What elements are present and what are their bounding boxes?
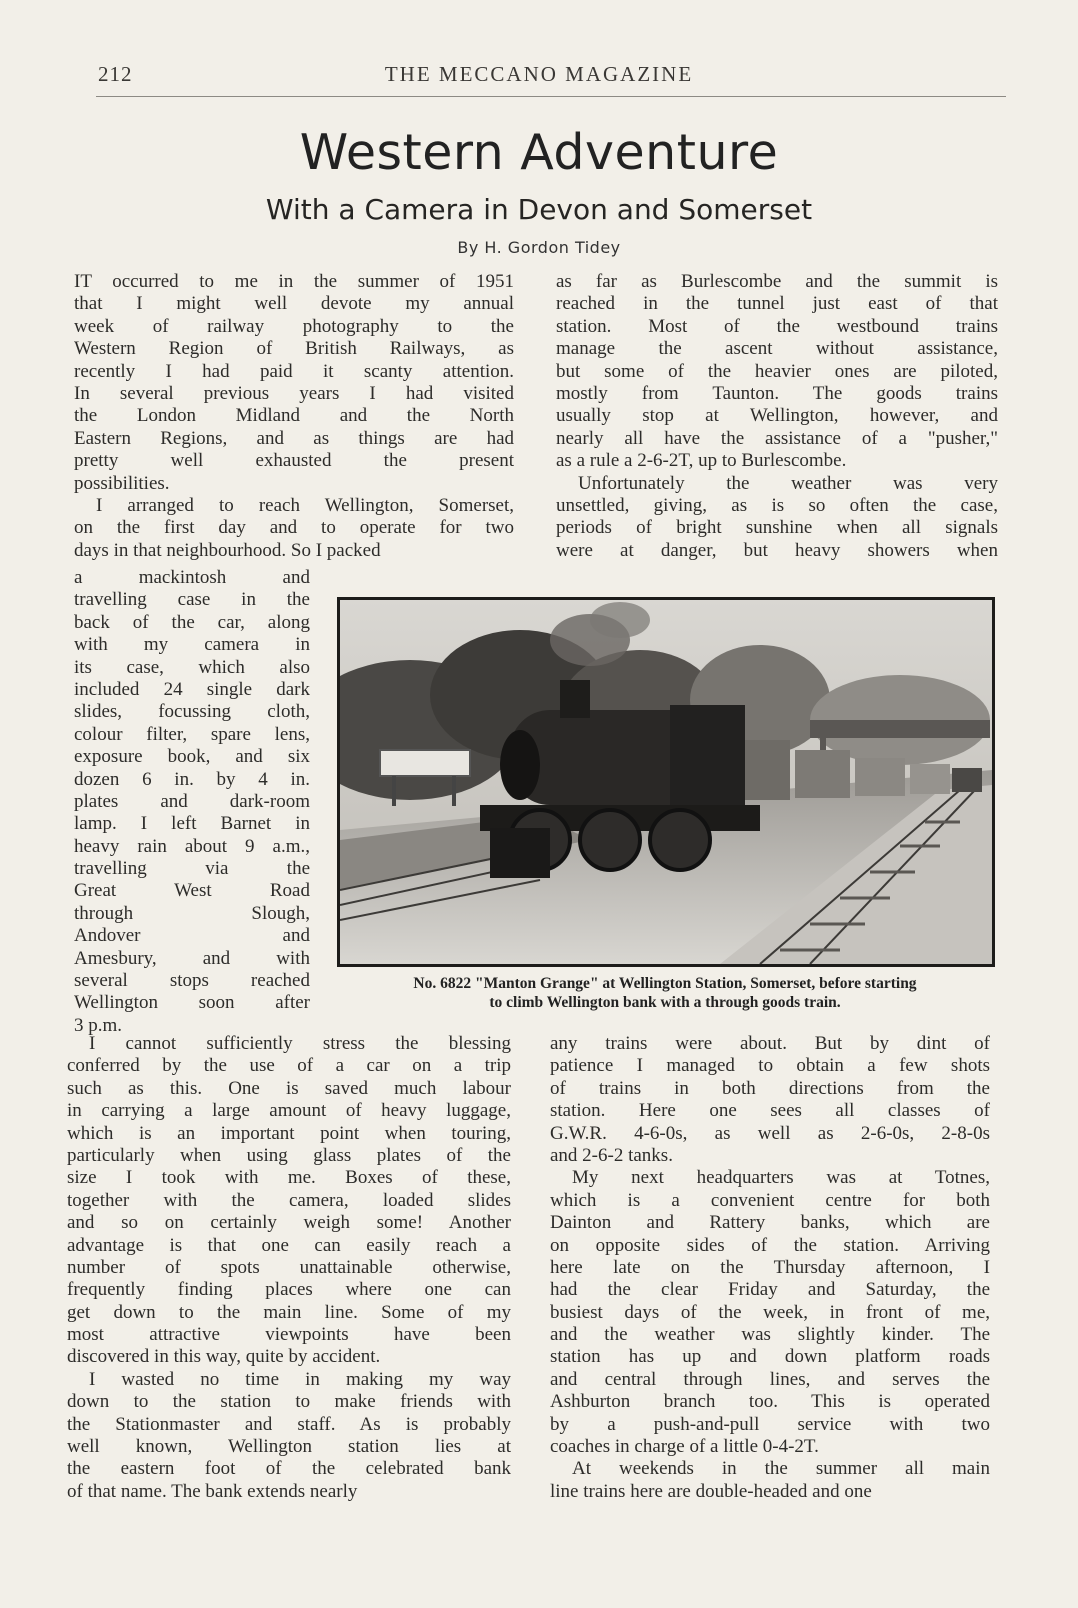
text-line: Wellington soon after — [74, 992, 310, 1014]
page-number: 212 — [98, 62, 133, 86]
text-line: station has up and down platform roads — [550, 1346, 990, 1368]
text-line: days in that neighbourhood. So I packed — [74, 539, 381, 561]
text-line: station. Here one sees all classes of — [550, 1100, 990, 1122]
text-line: advantage is that one can easily reach a — [67, 1234, 511, 1256]
text-line: and the weather was slightly kinder. The — [550, 1324, 990, 1346]
text-line: several stops reached — [74, 970, 310, 992]
text-line: usually stop at Wellington, however, and — [556, 405, 998, 427]
text-line: on opposite sides of the station. Arriving — [550, 1234, 990, 1256]
text-line: its case, which also — [74, 656, 310, 678]
text-line: which is a convenient centre for both — [550, 1189, 990, 1211]
text-line: slides, focussing cloth, — [74, 701, 310, 723]
text-line: as far as Burlescombe and the summit is — [556, 271, 998, 292]
column-left-bottom — [67, 1033, 511, 1503]
text-line: week of railway photography to the — [74, 315, 514, 337]
text-line: but some of the heavier ones are piloted, — [556, 360, 998, 382]
text-line: were at danger, but heavy showers when — [556, 539, 998, 561]
text-line: manage the ascent without assistance, — [556, 338, 998, 360]
text-line: and 2-6-2 tanks. — [550, 1144, 673, 1166]
text-line: heavy rain about 9 a.m., — [74, 835, 310, 857]
caption-line-2: to climb Wellington bank with a through goods train. — [489, 994, 841, 1011]
text-line: pretty well exhausted the present — [74, 450, 514, 472]
running-head: THE MECCANO MAGAZINE — [384, 62, 694, 86]
text-line: Western Region of British Railways, as — [74, 338, 514, 360]
text-line: number of spots unattainable otherwise, — [67, 1256, 511, 1278]
text-line: and central through lines, and serves the — [550, 1368, 990, 1390]
text-line: Dainton and Rattery banks, which are — [550, 1212, 990, 1234]
text-line: any trains were about. But by dint of — [550, 1033, 990, 1054]
text-line: discovered in this way, quite by accident. — [67, 1346, 381, 1368]
text-line: a mackintosh and — [74, 567, 310, 588]
text-line: the eastern foot of the celebrated bank — [67, 1458, 511, 1480]
text-line: Great West Road — [74, 880, 310, 902]
text-line: that I might well devote my annual — [74, 293, 514, 315]
column-left-top — [74, 271, 514, 562]
text-line: reached in the tunnel just east of that — [556, 293, 998, 315]
text-line: At weekends in the summer all main — [572, 1458, 990, 1480]
text-line: in carrying a large amount of heavy luggage, — [67, 1100, 511, 1122]
text-line: coaches in charge of a little 0-4-2T. — [550, 1436, 819, 1458]
text-line: line trains here are double-headed and one — [550, 1480, 872, 1502]
text-line: recently I had paid it scanty attention. — [74, 360, 514, 382]
text-line: frequently finding places where one can — [67, 1279, 511, 1301]
locomotive-photo — [337, 597, 995, 967]
text-line: as a rule a 2-6-2T, up to Burlescombe. — [556, 450, 847, 472]
text-line: the Stationmaster and staff. As is probably — [67, 1413, 511, 1435]
text-line: I wasted no time in making my way — [89, 1368, 511, 1390]
text-line: conferred by the use of a car on a trip — [67, 1055, 511, 1077]
text-line: of trains in both directions from the — [550, 1077, 990, 1099]
text-line: colour filter, spare lens, — [74, 723, 310, 745]
text-line: here late on the Thursday afternoon, I — [550, 1256, 990, 1278]
text-line: In several previous years I had visited — [74, 382, 514, 404]
photo-caption — [330, 974, 1000, 1012]
text-line: by a push-and-pull service with two — [550, 1413, 990, 1435]
article-title: Western Adventure — [299, 124, 779, 181]
text-line: plates and dark-room — [74, 790, 310, 812]
text-line: which is an important point when touring, — [67, 1122, 511, 1144]
text-line: Ashburton branch too. This is operated — [550, 1391, 990, 1413]
text-line: through Slough, — [74, 902, 310, 924]
text-line: down to the station to make friends with — [67, 1391, 511, 1413]
text-line: I arranged to reach Wellington, Somerset, — [96, 494, 514, 516]
text-line: mostly from Taunton. The goods trains — [556, 382, 998, 404]
column-right-top — [556, 271, 998, 562]
text-line: travelling via the — [74, 858, 310, 880]
text-line: unsettled, giving, as is so often the case, — [556, 494, 998, 516]
text-line: exposure book, and six — [74, 746, 310, 768]
text-line: such as this. One is saved much labour — [67, 1077, 511, 1099]
text-line: nearly all have the assistance of a "pusher," — [556, 427, 998, 449]
column-right-bottom — [550, 1033, 990, 1503]
text-line: lamp. I left Barnet in — [74, 813, 310, 835]
text-line: the London Midland and the North — [74, 405, 514, 427]
article-subtitle: With a Camera in Devon and Somerset — [265, 193, 813, 226]
text-line: periods of bright sunshine when all signals — [556, 517, 998, 539]
caption-line-1: No. 6822 "Manton Grange" at Wellington Station, Somerset, before starting — [413, 975, 917, 992]
text-line: Amesbury, and with — [74, 947, 310, 969]
header-rule — [96, 96, 1006, 97]
text-line: busiest days of the week, in front of me, — [550, 1301, 990, 1323]
text-line: 3 p.m. — [74, 1014, 123, 1036]
text-line: Eastern Regions, and as things are had — [74, 427, 514, 449]
text-line: patience I managed to obtain a few shots — [550, 1055, 990, 1077]
text-line: I cannot sufficiently stress the blessing — [89, 1033, 511, 1054]
text-line: on the first day and to operate for two — [74, 517, 514, 539]
text-line: particularly when using glass plates of the — [67, 1144, 511, 1166]
text-line: possibilities. — [74, 472, 170, 494]
article-byline: By H. Gordon Tidey — [457, 238, 621, 257]
text-line: most attractive viewpoints have been — [67, 1324, 511, 1346]
text-line: My next headquarters was at Totnes, — [572, 1167, 990, 1189]
text-line: Andover and — [74, 925, 310, 947]
text-line: travelling case in the — [74, 589, 310, 611]
text-line: get down to the main line. Some of my — [67, 1301, 511, 1323]
text-line: had the clear Friday and Saturday, the — [550, 1279, 990, 1301]
column-left-narrow — [74, 567, 310, 1037]
text-line: Unfortunately the weather was very — [578, 472, 998, 494]
text-line: back of the car, along — [74, 611, 310, 633]
text-line: station. Most of the westbound trains — [556, 315, 998, 337]
text-line: included 24 single dark — [74, 678, 310, 700]
text-line: size I took with me. Boxes of these, — [67, 1167, 511, 1189]
text-line: dozen 6 in. by 4 in. — [74, 768, 310, 790]
text-line: of that name. The bank extends nearly — [67, 1480, 358, 1502]
text-line: G.W.R. 4-6-0s, as well as 2-6-0s, 2-8-0s — [550, 1122, 990, 1144]
text-line: with my camera in — [74, 634, 310, 656]
text-line: and so on certainly weigh some! Another — [67, 1212, 511, 1234]
text-line: IT occurred to me in the summer of 1951 — [74, 271, 514, 292]
text-line: well known, Wellington station lies at — [67, 1436, 511, 1458]
text-line: together with the camera, loaded slides — [67, 1189, 511, 1211]
